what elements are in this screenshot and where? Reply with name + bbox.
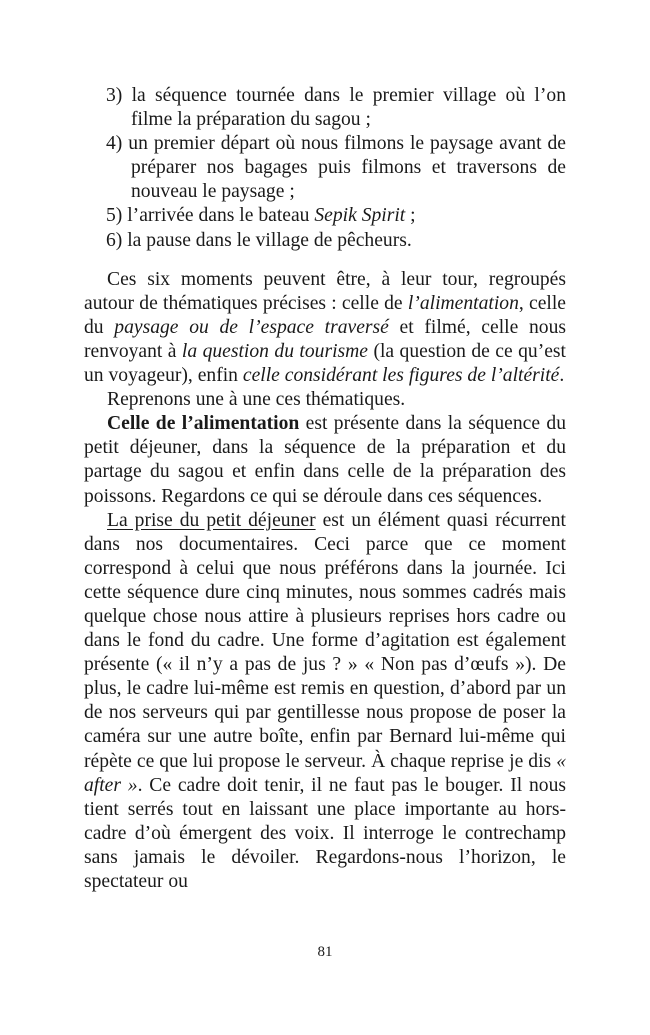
list-number: 4)	[106, 133, 123, 155]
list-text: un premier départ où nous filmons le paysage avant de préparer nos bagages puis filmons et traversons de nouveau le paysage ;	[128, 133, 566, 203]
text-run-underlined: La prise du petit déjeuner	[107, 509, 316, 531]
list-text: la séquence tournée dans le premier village où l’on filme la préparation du sagou ;	[131, 85, 566, 131]
paragraph-themes	[84, 268, 566, 388]
numbered-list	[84, 84, 566, 253]
list-text: ;	[405, 205, 416, 227]
text-run-italic: paysage ou de l’espace traversé	[114, 316, 389, 338]
text-run: (la question de ce qu’est un voyageur), enfin	[84, 340, 566, 387]
text-run-italic: celle considérant les figures de l’altérité	[242, 365, 560, 387]
text-run: Ces six moments peuvent être, à leur tour, regroupés autour de thématiques précises : celle de	[84, 268, 566, 314]
list-number: 6)	[106, 229, 123, 251]
list-number: 3)	[106, 85, 123, 106]
paragraph-reprenons: Reprenons une à une ces thématiques.	[107, 389, 406, 411]
text-run: , celle du	[84, 292, 566, 338]
text-run-italic: « after »	[84, 750, 566, 796]
text-run-bold: Celle de l’alimentation	[107, 413, 300, 435]
list-text: l’arrivée dans le bateau	[127, 205, 315, 227]
list-item	[84, 204, 566, 228]
list-text: la pause dans le village de pêcheurs.	[127, 229, 412, 251]
text-run-italic: la question du tourisme	[181, 340, 369, 362]
list-number: 5)	[106, 205, 123, 227]
list-text-italic: Sepik Spirit	[314, 205, 406, 227]
list-item	[84, 132, 566, 204]
list-item	[84, 84, 566, 132]
page-number: 81	[317, 944, 333, 960]
text-run-italic: l’alimentation	[407, 292, 519, 314]
text-run: . Ce cadre doit tenir, il ne faut pas le bouger. Il nous tient serrés tout en laissant une place importante au hors-cadre d’où émergent des voix. Il interroge le contrechamp sans jamais le dévoiler. Regardons-nous l’horizon, le spectateur ou	[84, 774, 567, 892]
list-item	[84, 229, 566, 253]
text-run: est un élément quasi récurrent dans nos documentaires. Ceci parce que ce moment correspond à celui que nous préférons dans la journée. Ici cette séquence dure cinq minutes, nous sommes cadrés mais quelque chose nous attire à plusieurs reprises hors cadre ou dans le fond du cadre. Une forme d’agitation est également présente (« il n’y a pas de jus ? » « Non pas d’œufs »). De plus, le cadre lui-même est remis en question, d’abord par un de nos serveurs qui par gentillesse nous propose de poser la caméra sur une autre boîte, enfin par Bernard lui-même qui répète ce que lui propose le serveur. À chaque reprise je dis	[84, 509, 566, 772]
text-run: est présente dans la séquence du petit déjeuner, dans la séquence de la préparation et du partage du sagou et enfin dans celle de la préparation des poissons. Regardons ce qui se déroule dans ces séquences.	[84, 413, 566, 507]
text-run: et filmé, celle nous renvoyant à	[84, 316, 566, 362]
body-text	[84, 84, 566, 894]
text-run: .	[559, 365, 565, 387]
paragraph-alimentation	[84, 412, 566, 508]
paragraph-petit-dejeuner	[84, 509, 566, 895]
